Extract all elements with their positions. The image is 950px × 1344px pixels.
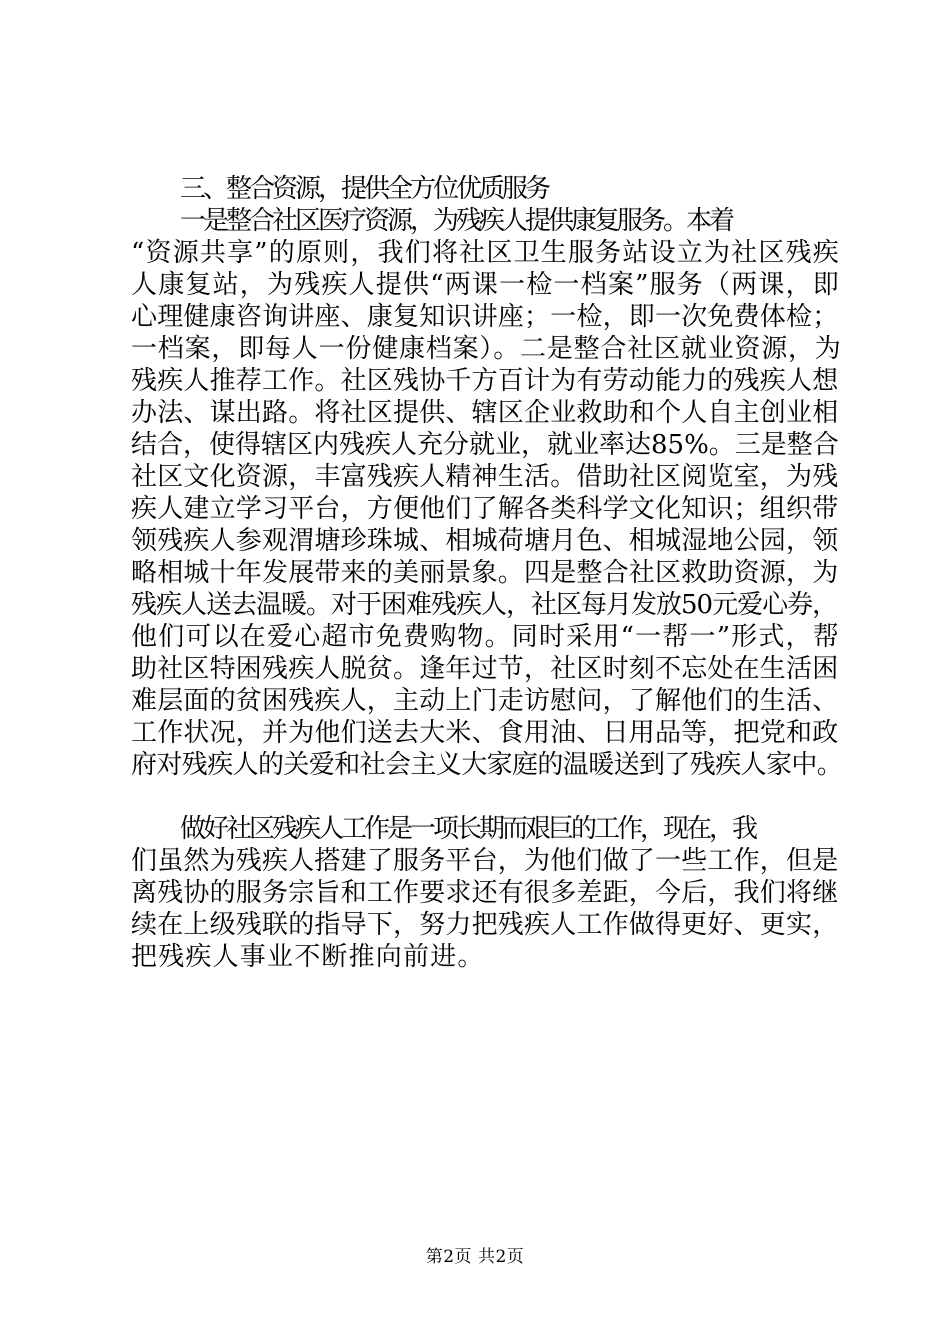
paragraph-line: 助社区特困残疾人脱贫。逢年过节，社区时刻不忘处在生活困 [131, 654, 839, 684]
paragraph-line: 难层面的贫困残疾人，主动上门走访慰问，了解他们的生活、 [131, 686, 839, 716]
paragraph-line: 他们可以在爱心超市免费购物。同时采用“一帮一”形式，帮 [131, 622, 840, 652]
paragraph-line: “资源共享”的原则，我们将社区卫生服务站设立为社区残疾 [131, 238, 840, 268]
section-heading: 三、整合资源，提供全方位优质服务 [180, 174, 549, 204]
paragraph-line: 心理健康咨询讲座、康复知识讲座；一检，即一次免费体检； [131, 302, 839, 332]
paragraph-line: 一是整合社区医疗资源，为残疾人提供康复服务。本着 [180, 206, 733, 236]
paragraph-line: 办法、谋出路。将社区提供、辖区企业救助和个人自主创业相 [131, 398, 839, 428]
paragraph-line: 一档案，即每人一份健康档案）。二是整合社区就业资源，为 [131, 334, 842, 364]
paragraph-line: 人康复站，为残疾人提供“两课一检一档案”服务（两课，即 [131, 270, 840, 300]
paragraph-line: 领残疾人参观渭塘珍珠城、相城荷塘月色、相城湿地公园，领 [131, 526, 839, 556]
paragraph-line: 疾人建立学习平台，方便他们了解各类科学文化知识；组织带 [131, 494, 839, 524]
page-footer: 第2页 共2页 [425, 1247, 525, 1267]
paragraph-line: 残疾人推荐工作。社区残协千方百计为有劳动能力的残疾人想 [131, 366, 839, 396]
paragraph-line: 续在上级残联的指导下，努力把残疾人工作做得更好、更实， [131, 910, 839, 940]
paragraph-line: 府对残疾人的关爱和社会主义大家庭的温暖送到了残疾人家中。 [131, 750, 843, 780]
paragraph-line: 离残协的服务宗旨和工作要求还有很多差距，今后，我们将继 [131, 878, 839, 908]
paragraph-line: 把残疾人事业不断推向前进。 [131, 942, 485, 972]
paragraph-line: 做好社区残疾人工作是一项长期而艰巨的工作，现在，我 [180, 814, 756, 844]
paragraph-line: 们虽然为残疾人搭建了服务平台，为他们做了一些工作，但是 [131, 846, 839, 876]
paragraph-line: 结合，使得辖区内残疾人充分就业，就业率达85%。三是整合 [131, 430, 839, 460]
paragraph-line: 工作状况，并为他们送去大米、食用油、日用品等，把党和政 [131, 718, 839, 748]
paragraph-line: 社区文化资源，丰富残疾人精神生活。借助社区阅览室，为残 [131, 462, 839, 492]
paragraph-line: 残疾人送去温暖。对于困难残疾人，社区每月发放50元爱心券， [131, 590, 838, 620]
paragraph-line: 略相城十年发展带来的美丽景象。四是整合社区救助资源，为 [131, 558, 839, 588]
